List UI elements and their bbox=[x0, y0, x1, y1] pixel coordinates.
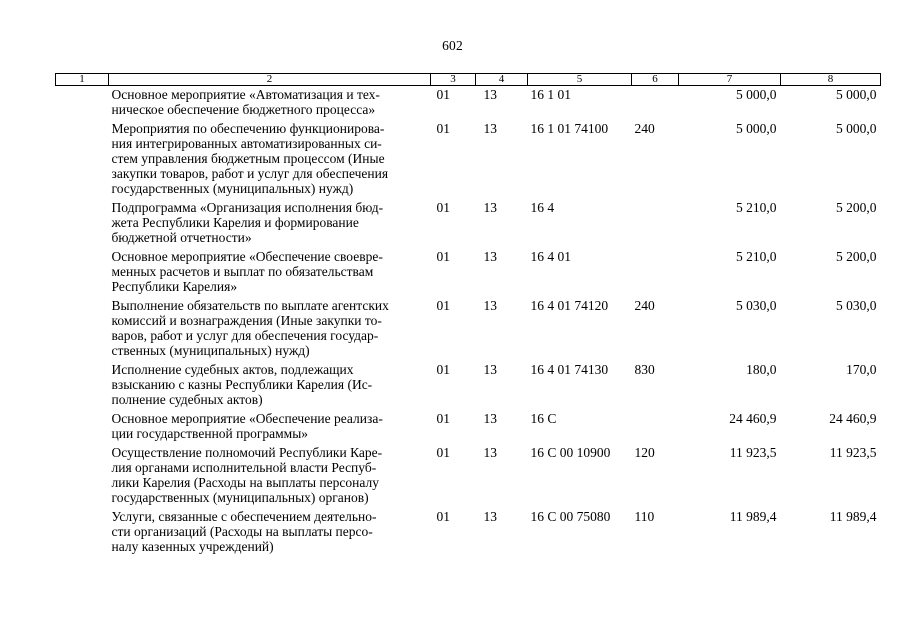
section-code-cell: 01 bbox=[436, 445, 450, 460]
expense-type-cell: 240 bbox=[634, 298, 655, 313]
amount-year-2-cell: 5 200,0 bbox=[836, 200, 877, 215]
item-name-cell bbox=[109, 361, 431, 410]
item-name-line: Основное мероприятие «Автоматизация и тех- bbox=[111, 87, 380, 102]
item-name-line: полнение судебных актов) bbox=[111, 392, 263, 407]
row-number-cell bbox=[56, 444, 109, 508]
amount-year-1-cell: 180,0 bbox=[746, 362, 777, 377]
amount-year-1-cell: 5 210,0 bbox=[736, 249, 777, 264]
item-name-cell bbox=[109, 120, 431, 199]
table-row bbox=[56, 297, 881, 361]
amount-year-2-cell: 5 000,0 bbox=[836, 121, 877, 136]
row-number-cell bbox=[56, 508, 109, 557]
row-number-cell bbox=[56, 120, 109, 199]
item-name-line: ственных (муниципальных) нужд) bbox=[111, 343, 310, 358]
item-name-line: менных расчетов и выплат по обязательствам bbox=[111, 264, 374, 279]
budget-table bbox=[55, 73, 881, 557]
item-name-line: ническое обеспечение бюджетного процесса» bbox=[111, 102, 376, 117]
target-article-cell: 16 1 01 74100 bbox=[530, 121, 609, 136]
amount-year-1-cell: 5 000,0 bbox=[736, 87, 777, 102]
expense-type-cell bbox=[632, 199, 679, 248]
page-number: 602 bbox=[442, 38, 463, 53]
table-row bbox=[56, 444, 881, 508]
table-body bbox=[56, 86, 881, 558]
target-article-cell: 16 С 00 10900 bbox=[530, 445, 611, 460]
subsection-code-cell: 13 bbox=[483, 87, 497, 102]
header-col-7: 7 bbox=[679, 74, 781, 86]
amount-year-1-cell: 24 460,9 bbox=[729, 411, 777, 426]
item-name-line: налу казенных учреждений) bbox=[111, 539, 274, 554]
table-header bbox=[56, 74, 881, 86]
header-col-5: 5 bbox=[528, 74, 632, 86]
item-name-line: Услуги, связанные с обеспечением деятельно- bbox=[111, 509, 377, 524]
header-col-3: 3 bbox=[431, 74, 476, 86]
amount-year-1-cell: 11 923,5 bbox=[729, 445, 777, 460]
target-article-cell: 16 4 01 74130 bbox=[530, 362, 609, 377]
subsection-code-cell: 13 bbox=[483, 411, 497, 426]
row-number-cell bbox=[56, 86, 109, 121]
section-code-cell: 01 bbox=[436, 509, 450, 524]
item-name-line: сти организаций (Расходы на выплаты персо- bbox=[111, 524, 373, 539]
section-code-cell: 01 bbox=[436, 362, 450, 377]
subsection-code-cell: 13 bbox=[483, 509, 497, 524]
amount-year-2-cell: 170,0 bbox=[846, 362, 877, 377]
row-number-cell bbox=[56, 199, 109, 248]
expense-type-cell: 240 bbox=[634, 121, 655, 136]
item-name-cell bbox=[109, 444, 431, 508]
item-name-line: Мероприятия по обеспечению функционирова- bbox=[111, 121, 385, 136]
header-col-2: 2 bbox=[109, 74, 431, 86]
item-name-line: Основное мероприятие «Обеспечение своевре- bbox=[111, 249, 383, 264]
table-row bbox=[56, 199, 881, 248]
row-number-cell bbox=[56, 361, 109, 410]
table-row bbox=[56, 508, 881, 557]
item-name-line: Осуществление полномочий Республики Каре- bbox=[111, 445, 383, 460]
item-name-cell bbox=[109, 410, 431, 444]
item-name-line: ции государственной программы» bbox=[111, 426, 309, 441]
expense-type-cell bbox=[632, 86, 679, 121]
item-name-line: Республики Карелия» bbox=[111, 279, 238, 294]
header-col-4: 4 bbox=[476, 74, 528, 86]
item-name-line: Выполнение обязательств по выплате агентских bbox=[111, 298, 389, 313]
item-name-cell bbox=[109, 248, 431, 297]
target-article-cell: 16 4 bbox=[530, 200, 555, 215]
item-name-line: бюджетной отчетности» bbox=[111, 230, 252, 245]
amount-year-1-cell: 5 210,0 bbox=[736, 200, 777, 215]
subsection-code-cell: 13 bbox=[483, 298, 497, 313]
target-article-cell: 16 С bbox=[530, 411, 557, 426]
subsection-code-cell: 13 bbox=[483, 249, 497, 264]
item-name-line: комиссий и вознаграждения (Иные закупки то- bbox=[111, 313, 382, 328]
table-row bbox=[56, 361, 881, 410]
item-name-line: закупки товаров, работ и услуг для обеспечения bbox=[111, 166, 389, 181]
section-code-cell: 01 bbox=[436, 298, 450, 313]
table-row bbox=[56, 410, 881, 444]
item-name-line: стем управления бюджетным процессом (Иные bbox=[111, 151, 385, 166]
target-article-cell: 16 4 01 bbox=[530, 249, 571, 264]
amount-year-2-cell: 11 923,5 bbox=[829, 445, 877, 460]
expense-type-cell: 110 bbox=[634, 509, 655, 524]
item-name-line: ния интегрированных автоматизированных си- bbox=[111, 136, 382, 151]
row-number-cell bbox=[56, 410, 109, 444]
row-number-cell bbox=[56, 248, 109, 297]
item-name-cell bbox=[109, 199, 431, 248]
section-code-cell: 01 bbox=[436, 200, 450, 215]
item-name-line: варов, работ и услуг для обеспечения государ- bbox=[111, 328, 379, 343]
subsection-code-cell: 13 bbox=[483, 445, 497, 460]
amount-year-1-cell: 11 989,4 bbox=[729, 509, 777, 524]
subsection-code-cell: 13 bbox=[483, 362, 497, 377]
header-col-6: 6 bbox=[632, 74, 679, 86]
amount-year-2-cell: 5 000,0 bbox=[836, 87, 877, 102]
item-name-line: Исполнение судебных актов, подлежащих bbox=[111, 362, 354, 377]
item-name-line: государственных (муниципальных) нужд) bbox=[111, 181, 354, 196]
item-name-line: Основное мероприятие «Обеспечение реализа- bbox=[111, 411, 383, 426]
amount-year-1-cell: 5 000,0 bbox=[736, 121, 777, 136]
target-article-cell: 16 С 00 75080 bbox=[530, 509, 611, 524]
target-article-cell: 16 1 01 bbox=[530, 87, 571, 102]
item-name-line: лики Карелия (Расходы на выплаты персоналу bbox=[111, 475, 379, 490]
subsection-code-cell: 13 bbox=[483, 121, 497, 136]
amount-year-1-cell: 5 030,0 bbox=[736, 298, 777, 313]
item-name-line: Подпрограмма «Организация исполнения бюд- bbox=[111, 200, 384, 215]
section-code-cell: 01 bbox=[436, 87, 450, 102]
table-row bbox=[56, 248, 881, 297]
amount-year-2-cell: 24 460,9 bbox=[829, 411, 877, 426]
section-code-cell: 01 bbox=[436, 249, 450, 264]
amount-year-2-cell: 11 989,4 bbox=[829, 509, 877, 524]
item-name-line: жета Республики Карелия и формирование bbox=[111, 215, 359, 230]
target-article-cell: 16 4 01 74120 bbox=[530, 298, 609, 313]
item-name-cell bbox=[109, 508, 431, 557]
header-col-1: 1 bbox=[56, 74, 109, 86]
item-name-line: государственных (муниципальных) органов) bbox=[111, 490, 369, 505]
item-name-cell bbox=[109, 297, 431, 361]
header-col-8: 8 bbox=[781, 74, 881, 86]
item-name-cell bbox=[109, 86, 431, 121]
section-code-cell: 01 bbox=[436, 121, 450, 136]
amount-year-2-cell: 5 200,0 bbox=[836, 249, 877, 264]
expense-type-cell bbox=[632, 248, 679, 297]
expense-type-cell: 120 bbox=[634, 445, 655, 460]
header-row bbox=[56, 74, 881, 86]
item-name-line: взысканию с казны Республики Карелия (Ис- bbox=[111, 377, 373, 392]
item-name-line: лия органами исполнительной власти Респуб- bbox=[111, 460, 377, 475]
expense-type-cell bbox=[632, 410, 679, 444]
section-code-cell: 01 bbox=[436, 411, 450, 426]
row-number-cell bbox=[56, 297, 109, 361]
amount-year-2-cell: 5 030,0 bbox=[836, 298, 877, 313]
expense-type-cell: 830 bbox=[634, 362, 655, 377]
table-row bbox=[56, 86, 881, 121]
subsection-code-cell: 13 bbox=[483, 200, 497, 215]
table-row bbox=[56, 120, 881, 199]
